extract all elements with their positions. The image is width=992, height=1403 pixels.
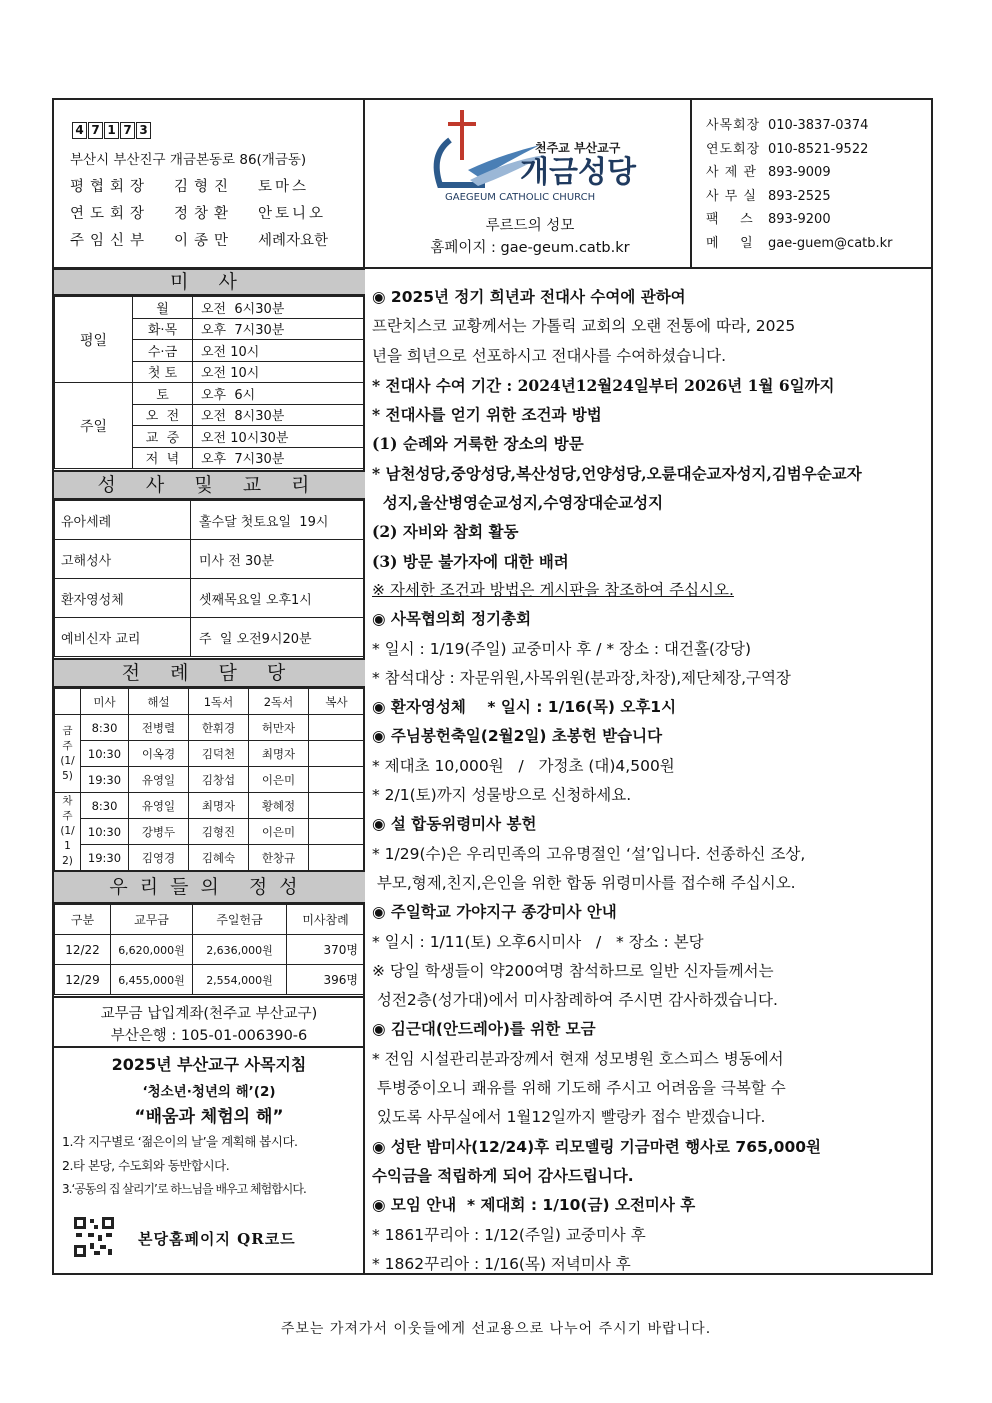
pastoral-item: 3.‘공동의 집 살리기’로 하느님을 배우고 체험합시다. (62, 1182, 306, 1196)
duty-table (54, 688, 365, 871)
zip-digit: 7 (120, 122, 135, 139)
address: 부산시 부산진구 개금본동로 86(개금동) (70, 152, 307, 168)
table-row (55, 297, 365, 319)
pastoral-subtitle: ‘청소년·청년의 해’(2) (142, 1084, 276, 1100)
account-line-2: 부산은행 : 105-01-006390-6 (110, 1028, 308, 1044)
contact-label: 사 제 관 (706, 165, 757, 180)
mass-time: 오전 8시30분 (193, 404, 365, 426)
table-row (55, 819, 365, 845)
mass-day: 토 (133, 383, 193, 405)
announcement-line: * 전임 시설관리분과장께서 현재 성모병원 호스피스 병동에서 (372, 1049, 784, 1068)
table-row (55, 965, 365, 995)
sacrament-value: 미사 전 30분 (191, 540, 365, 579)
mass-day: 화·목 (133, 318, 193, 340)
mass-day: 오 전 (133, 404, 193, 426)
contact-value: 010-3837-0374 (768, 118, 869, 133)
announcement-line: 프란치스코 교황께서는 가톨릭 교회의 오랜 전통에 따라, 2025 (372, 317, 796, 336)
officer-saint: 안토니오 (258, 206, 327, 222)
contact-row (706, 114, 893, 138)
zip-digit: 7 (88, 122, 103, 139)
announcement-line: * 제대초 10,000원 / 가정초 (대)4,500원 (372, 756, 675, 775)
duty-cell: 이은미 (249, 767, 309, 793)
announcement-line: * 1862꾸리아 : 1/16(목) 저녁미사 후 (372, 1254, 631, 1273)
duty-cell (309, 845, 365, 871)
announcements (372, 283, 928, 1279)
officer-role: 평협회장 (70, 179, 151, 195)
announcement-line: * 일시 : 1/19(주일) 교중미사 후 / * 장소 : 대건홀(강당) (372, 639, 752, 658)
zip-code (72, 122, 151, 139)
contact-list (706, 114, 893, 255)
announcement-heading: ◉ 성탄 밤미사(12/24)후 리모델링 기금마련 행사로 765,000원 (372, 1137, 821, 1156)
table-row (55, 579, 365, 618)
sacrament-value: 주 일 오전9시20분 (191, 618, 365, 657)
mass-time: 오전 6시30분 (193, 297, 365, 319)
sacrament-value: 셋째목요일 오후1시 (191, 579, 365, 618)
contact-label: 사 무 실 (706, 188, 757, 204)
table-row (55, 905, 365, 935)
contact-row (706, 138, 893, 162)
duty-header: 미사 (81, 689, 129, 715)
account-top-line (54, 996, 364, 998)
officer-role: 연도회장 (70, 206, 151, 222)
duty-header: 2독서 (249, 689, 309, 715)
officer-row (70, 175, 309, 196)
announcement-line: * 전대사 수여 기간 : 2024년12월24일부터 2026년 1월 6일까지 (372, 375, 835, 395)
table-row (55, 741, 365, 767)
cross-icon (460, 110, 464, 160)
officer-name: 정창환 (174, 206, 235, 222)
mass-time: 오전 10시30분 (193, 426, 365, 448)
zip-digit: 4 (72, 122, 87, 139)
announcement-line: * 1/29(수)은 우리민족의 고유명절인 ‘설’입니다. 선종하신 조상, (372, 844, 806, 863)
duty-cell: 전병렬 (129, 715, 189, 741)
announcement-line: ※ 자세한 조건과 방법은 게시판을 참조하여 주십시오. (372, 580, 734, 599)
mass-table (54, 296, 365, 469)
contact-row (706, 161, 893, 185)
weekday-label: 평일 (55, 297, 133, 383)
duty-cell: 김창섭 (189, 767, 249, 793)
announcement-heading: 수익금을 적립하게 되어 감사드립니다. (372, 1166, 634, 1185)
mass-day: 저 녁 (133, 447, 193, 469)
duty-cell: 8:30 (81, 793, 129, 819)
duty-cell: 8:30 (81, 715, 129, 741)
offering-header: 미사참례 (287, 905, 365, 935)
announcement-line: 있도록 사무실에서 1월12일까지 빨랑카 접수 받겠습니다. (372, 1108, 766, 1127)
officer-role: 주임신부 (70, 233, 151, 249)
table-row (55, 935, 365, 965)
duty-cell (309, 741, 365, 767)
offering-cell: 6,455,000원 (111, 965, 193, 995)
duty-cell (309, 767, 365, 793)
duty-cell: 김형진 (189, 819, 249, 845)
duty-cell: 한휘경 (189, 715, 249, 741)
duty-cell: 유영일 (129, 767, 189, 793)
contact-label: 팩 스 (706, 212, 754, 227)
logo-english: GAEGEUM CATHOLIC CHURCH (445, 192, 596, 203)
table-row (55, 767, 365, 793)
zip-digit: 1 (104, 122, 119, 139)
duty-corner (55, 689, 81, 715)
logo-church-name: 개금성당 (520, 155, 636, 190)
duty-header: 해설 (129, 689, 189, 715)
announcement-line: * 1861꾸리아 : 1/12(주일) 교중미사 후 (372, 1225, 646, 1244)
table-row (55, 793, 365, 819)
officer-row (70, 229, 328, 250)
sacraments-table (54, 500, 365, 657)
pastoral-top-line (54, 1046, 364, 1048)
announcement-heading: ◉ 2025년 정기 희년과 전대사 수여에 관하여 (372, 288, 686, 306)
mass-day: 수·금 (133, 340, 193, 362)
offering-cell: 2,636,000원 (193, 935, 287, 965)
pastoral-item: 1.각 지구별로 ‘젊은이의 날’을 계획해 봅시다. (62, 1134, 298, 1149)
mass-time: 오후 7시30분 (193, 318, 365, 340)
announcement-line: (1) 순례와 거룩한 장소의 방문 (372, 434, 584, 454)
officer-saint: 세례자요한 (258, 233, 329, 249)
mass-day: 첫 토 (133, 361, 193, 383)
announcement-heading: ◉ 사목협의회 정기총회 (372, 610, 532, 629)
duty-cell: 10:30 (81, 819, 129, 845)
contact-label: 사목회장 (706, 118, 761, 133)
table-row (55, 501, 365, 540)
duty-cell: 유영일 (129, 793, 189, 819)
footer-note: 주보는 가져가서 이웃들에게 선교용으로 나누어 주시기 바랍니다. (280, 1321, 712, 1337)
table-row (55, 383, 365, 405)
qr-code-icon[interactable] (72, 1215, 116, 1259)
table-row (55, 689, 365, 715)
offering-cell: 12/22 (55, 935, 111, 965)
contact-value: 893-2525 (768, 188, 831, 204)
sacrament-name: 예비신자 교리 (55, 618, 191, 657)
homepage: 홈페이지 : gae-geum.catb.kr (430, 240, 630, 256)
table-row (55, 715, 365, 741)
bulletin-frame (52, 98, 933, 1275)
announcement-line: ※ 당일 학생들이 약200여명 참석하므로 일반 신자들께서는 (372, 961, 774, 980)
duty-header: 복사 (309, 689, 365, 715)
contact-value: gae-guem@catb.kr (768, 235, 893, 251)
announcement-line: * 2/1(토)까지 성물방으로 신청하세요. (372, 786, 632, 805)
announcement-heading: ◉ 환자영성체 * 일시 : 1/16(목) 오후1시 (372, 698, 677, 717)
sacraments-title: 성 사 및 교 리 (54, 470, 365, 500)
account-line-1: 교무금 납입계좌(천주교 부산교구) (100, 1006, 318, 1022)
announcement-line: * 일시 : 1/11(토) 오후6시미사 / * 장소 : 본당 (372, 932, 704, 951)
announcement-line: 년을 희년으로 선포하시고 전대사를 수여하셨습니다. (372, 346, 727, 365)
sacrament-value: 홀수달 첫토요일 19시 (191, 501, 365, 540)
duty-cell: 허만자 (249, 715, 309, 741)
sacrament-name: 고해성사 (55, 540, 191, 579)
duty-week-label: 금주(1/5) (55, 715, 81, 793)
offering-cell: 2,554,000원 (193, 965, 287, 995)
officer-name: 이종만 (174, 233, 235, 249)
announcement-line: (2) 자비와 참회 활동 (372, 522, 519, 542)
table-row (55, 845, 365, 871)
officer-name: 김형진 (174, 179, 235, 195)
offering-title: 우리들의 정성 (54, 870, 365, 904)
offering-header: 주일헌금 (193, 905, 287, 935)
table-row (55, 540, 365, 579)
duty-cell: 최명자 (189, 793, 249, 819)
duty-cell: 김혜숙 (189, 845, 249, 871)
contact-value: 010-8521-9522 (768, 141, 869, 157)
duty-title: 전 례 담 당 (54, 658, 365, 688)
sunday-label: 주일 (55, 383, 133, 469)
announcement-heading: ◉ 주일학교 가야지구 종강미사 안내 (372, 903, 617, 922)
mass-time: 오전 10시 (193, 361, 365, 383)
sacrament-name: 유아세례 (55, 501, 191, 540)
pastoral-item: 2.타 본당, 수도회와 동반합시다. (62, 1158, 230, 1173)
officer-saint: 토마스 (258, 179, 310, 195)
duty-cell: 강병두 (129, 819, 189, 845)
offering-cell: 6,620,000원 (111, 935, 193, 965)
offering-header: 교무금 (111, 905, 193, 935)
contact-row (706, 232, 893, 256)
officer-row (70, 202, 326, 223)
duty-cell: 황혜정 (249, 793, 309, 819)
qr-label: 본당홈페이지 QR코드 (138, 1230, 296, 1248)
announcement-line: (3) 방문 불가자에 대한 배려 (372, 551, 569, 571)
duty-cell: 최명자 (249, 741, 309, 767)
mass-day: 교 중 (133, 426, 193, 448)
contact-value: 893-9200 (768, 212, 831, 227)
contact-label: 메 일 (706, 235, 754, 251)
mass-day: 월 (133, 297, 193, 319)
offering-table (54, 904, 365, 995)
mass-title: 미 사 (54, 268, 365, 296)
contact-label: 연도회장 (706, 141, 761, 157)
pastoral-title: 2025년 부산교구 사목지침 (111, 1055, 307, 1074)
announcement-line: 부모,형제,친지,은인을 위한 합동 위령미사를 접수해 주십시오. (372, 873, 796, 892)
duty-week-label: 차주(1/12) (55, 793, 81, 871)
duty-cell (309, 715, 365, 741)
mass-time: 오후 7시30분 (193, 447, 365, 469)
announcement-heading: ◉ 모임 안내 * 제대회 : 1/10(금) 오전미사 후 (372, 1196, 696, 1215)
announcement-line: * 전대사를 얻기 위한 조건과 방법 (372, 405, 602, 425)
sacrament-name: 환자영성체 (55, 579, 191, 618)
mass-time: 오후 6시 (193, 383, 365, 405)
logo-diocese: 천주교 부산교구 (535, 141, 621, 155)
duty-cell: 이은미 (249, 819, 309, 845)
contact-value: 893-9009 (768, 165, 831, 180)
announcement-heading: ◉ 김근대(안드레아)를 위한 모금 (372, 1020, 596, 1039)
duty-cell (309, 793, 365, 819)
duty-header: 1독서 (189, 689, 249, 715)
contact-row (706, 185, 893, 209)
announcement-line: 성전2층(성가대)에서 미사참례하여 주시면 감사하겠습니다. (372, 991, 778, 1010)
duty-cell: 이옥경 (129, 741, 189, 767)
contact-row (706, 208, 893, 232)
announcement-line: * 참석대상 : 자문위원,사목위원(분과장,차장),제단체장,구역장 (372, 668, 791, 687)
patron: 루르드의 성모 (485, 218, 575, 234)
duty-cell: 10:30 (81, 741, 129, 767)
pastoral-motto: “배움과 체험의 해” (134, 1107, 284, 1127)
duty-cell: 김영경 (129, 845, 189, 871)
offering-cell: 396명 (287, 965, 365, 995)
announcement-line: 투병중이오니 쾌유를 위해 기도해 주시고 어려움을 극복할 수 (372, 1079, 786, 1098)
announcement-heading: ◉ 주님봉헌축일(2월2일) 초봉헌 받습니다 (372, 727, 663, 746)
announcement-line: * 남천성당,중앙성당,복산성당,언양성당,오륜대순교자성지,김범우순교자 (372, 463, 862, 483)
announcement-heading: ◉ 설 합동위령미사 봉헌 (372, 815, 537, 834)
duty-cell: 19:30 (81, 767, 129, 793)
table-row (55, 618, 365, 657)
duty-cell (309, 819, 365, 845)
offering-header: 구분 (55, 905, 111, 935)
mass-time: 오전 10시 (193, 340, 365, 362)
zip-digit: 3 (136, 122, 151, 139)
announcement-line: 성지,울산병영순교성지,수영장대순교성지 (372, 493, 664, 513)
cross-bar (448, 122, 476, 126)
offering-cell: 370명 (287, 935, 365, 965)
duty-cell: 김덕천 (189, 741, 249, 767)
duty-cell: 19:30 (81, 845, 129, 871)
offering-cell: 12/29 (55, 965, 111, 995)
duty-cell: 한창규 (249, 845, 309, 871)
